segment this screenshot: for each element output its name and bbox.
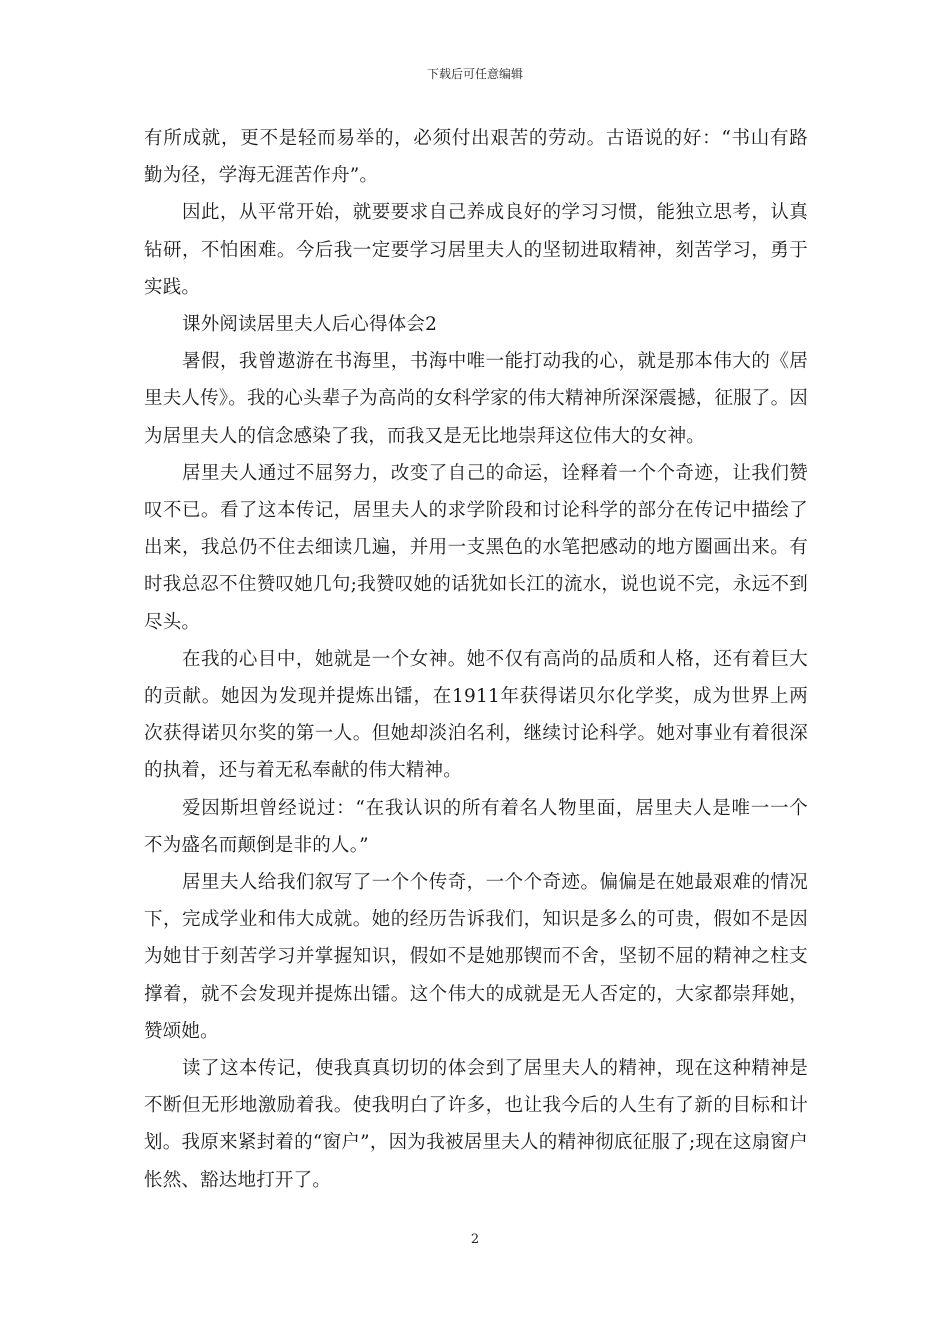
paragraph-summer: 暑假，我曾遨游在书海里，书海中唯一能打动我的心，就是那本伟大的《居里夫人传》。我的心头辈子为高尚的女科学家的伟大精神所深深震撼，征服了。因为居里夫人的信念感染了我，而我又是无比地崇拜这位伟大的女神。 bbox=[144, 351, 808, 447]
page-header: 下载后可任意编辑 bbox=[426, 67, 523, 81]
document-body bbox=[144, 120, 808, 1199]
section-heading: 课外阅读居里夫人后心得体会2 bbox=[182, 314, 438, 336]
paragraph-einstein-quote: 爱因斯坦曾经说过：“在我认识的所有着名人物里面，居里夫人是唯一一个不为盛名而颠倒是非的人。” bbox=[144, 797, 808, 856]
page-number: 2 bbox=[470, 1232, 480, 1247]
paragraph-continuation: 有所成就，更不是轻而易举的，必须付出艰苦的劳动。古语说的好：“书山有路勤为径，学海无涯苦作舟”。 bbox=[144, 128, 808, 187]
paragraph-habits: 因此，从平常开始，就要要求自己养成良好的学习习惯，能独立思考，认真钻研，不怕困难。今后我一定要学习居里夫人的坚韧进取精神，刻苦学习，勇于实践。 bbox=[144, 202, 808, 298]
paragraph-conclusion: 读了这本传记，使我真真切切的体会到了居里夫人的精神，现在这种精神是不断但无形地激励着我。使我明白了许多，也让我今后的人生有了新的目标和计划。我原来紧封着的“窗户”，因为我被居里夫人的精神彻底征服了;现在这扇窗户怅然、豁达地打开了。 bbox=[144, 1058, 808, 1191]
paragraph-legend: 居里夫人给我们叙写了一个个传奇，一个个奇迹。偏偏是在她最艰难的情况下，完成学业和伟大成就。她的经历告诉我们，知识是多么的可贵，假如不是因为她甘于刻苦学习并掌握知识，假如不是她那锲而不舍，坚韧不屈的精神之柱支撑着，就不会发现并提炼出镭。这个伟大的成就是无人否定的，大家都崇拜她，赞颂她。 bbox=[144, 872, 808, 1042]
paragraph-goddess: 在我的心目中，她就是一个女神。她不仅有高尚的品质和人格，还有着巨大的贡献。她因为发现并提炼出镭，在1911年获得诺贝尔化学奖，成为世界上两次获得诺贝尔奖的第一人。但她却淡泊名利，继续讨论科学。她对事业有着很深的执着，还与着无私奉献的伟大精神。 bbox=[144, 648, 808, 782]
paragraph-effort: 居里夫人通过不屈努力，改变了自己的命运，诠释着一个个奇迹，让我们赞叹不已。看了这本传记，居里夫人的求学阶段和讨论科学的部分在传记中描绘了出来，我总仍不住去细读几遍，并用一支黑色的水笔把感动的地方圈画出来。有时我总忍不住赞叹她几句;我赞叹她的话犹如长江的流水，说也说不完，永远不到尽头。 bbox=[144, 462, 808, 633]
